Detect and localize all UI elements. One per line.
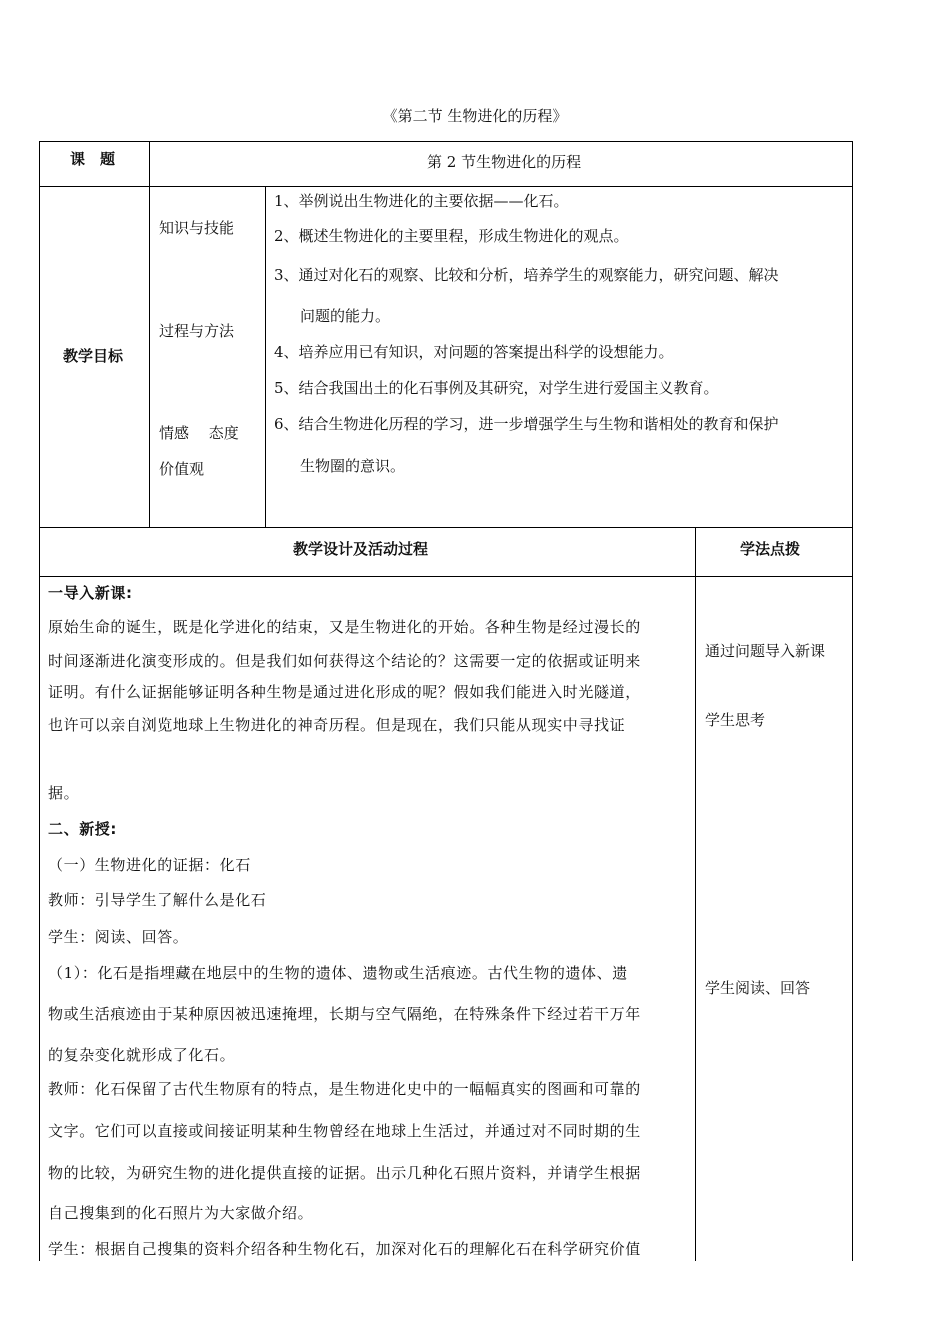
row-divider-topic: [39, 186, 853, 187]
row-divider-objectives: [39, 527, 853, 528]
side-note: 学生阅读、回答: [705, 979, 811, 997]
section-new-heading: 二、新授:: [48, 820, 117, 838]
objective-item-1: 1、举例说出生物进化的主要依据——化石。: [274, 192, 569, 210]
body-line: 文字。它们可以直接或间接证明某种生物曾经在地球上生活过，并通过对不同时期的生: [48, 1122, 641, 1140]
section-intro-heading: 一导入新课:: [48, 584, 133, 602]
row-divider-process-header: [39, 576, 853, 577]
objective-item-6: 6、结合生物进化历程的学习，进一步增强学生与生物和谐相处的教育和保护: [274, 415, 779, 433]
body-line: 物的比较，为研究生物的进化提供直接的证据。出示几种化石照片资料，并请学生根据: [48, 1164, 641, 1182]
process-header-left: 教学设计及活动过程: [293, 540, 429, 558]
body-line: 自己搜集到的化石照片为大家做介绍。: [48, 1204, 314, 1222]
process-header-right: 学法点拨: [740, 540, 801, 558]
col-divider-category: [265, 186, 266, 527]
objectives-label: 教学目标: [63, 347, 124, 365]
body-line: （1）：化石是指埋藏在地层中的生物的遗体、遗物或生活痕迹。古代生物的遗体、遗: [48, 964, 628, 982]
body-line: 物或生活痕迹由于某种原因被迅速掩埋，长期与空气隔绝，在特殊条件下经过若干万年: [48, 1005, 641, 1023]
body-line: 学生：阅读、回答。: [48, 928, 189, 946]
body-line: 据。: [48, 784, 80, 802]
body-line: 学生：根据自己搜集的资料介绍各种生物化石，加深对化石的理解化石在科学研究价值: [48, 1240, 641, 1258]
body-line: 的复杂变化就形成了化石。: [48, 1046, 236, 1064]
body-line: 教师：化石保留了古代生物原有的特点，是生物进化史中的一幅幅真实的图画和可靠的: [48, 1080, 641, 1098]
objective-item-4: 4、培养应用已有知识，对问题的答案提出科学的设想能力。: [274, 343, 674, 361]
objective-item-5: 5、结合我国出土的化石事例及其研究，对学生进行爱国主义教育。: [274, 379, 719, 397]
side-note: 学生思考: [705, 711, 766, 729]
objective-item-3: 3、通过对化石的观察、比较和分析，培养学生的观察能力，研究问题、解决: [274, 266, 779, 284]
body-line: （一）生物进化的证据：化石: [48, 856, 251, 874]
topic-label: 课 题: [70, 150, 116, 168]
category-process: 过程与方法: [159, 322, 235, 340]
col-divider-label: [149, 141, 150, 527]
col-divider-notes: [695, 527, 696, 1261]
objective-item-2: 2、概述生物进化的主要里程，形成生物进化的观点。: [274, 227, 629, 245]
objective-item-3-cont: 问题的能力。: [300, 307, 391, 325]
body-line: 教师：引导学生了解什么是化石: [48, 891, 267, 909]
category-emotion: 情感 态度: [159, 424, 239, 442]
objective-item-6-cont: 生物圈的意识。: [300, 457, 406, 475]
topic-value: 第 2 节生物进化的历程: [427, 153, 582, 171]
category-values: 价值观: [159, 460, 205, 478]
body-line: 时间逐渐进化演变形成的。但是我们如何获得这个结论的？这需要一定的依据或证明来: [48, 652, 641, 670]
category-knowledge: 知识与技能: [159, 219, 235, 237]
side-note: 通过问题导入新课: [705, 642, 826, 660]
document-title: 《第二节 生物进化的历程》: [382, 107, 568, 125]
body-line: 原始生命的诞生，既是化学进化的结束，又是生物进化的开始。各种生物是经过漫长的: [48, 618, 641, 636]
body-line: 也许可以亲自浏览地球上生物进化的神奇历程。但是现在，我们只能从现实中寻找证: [48, 716, 626, 734]
body-line: 证明。有什么证据能够证明各种生物是通过进化形成的呢？假如我们能进入时光隧道，: [48, 683, 641, 701]
